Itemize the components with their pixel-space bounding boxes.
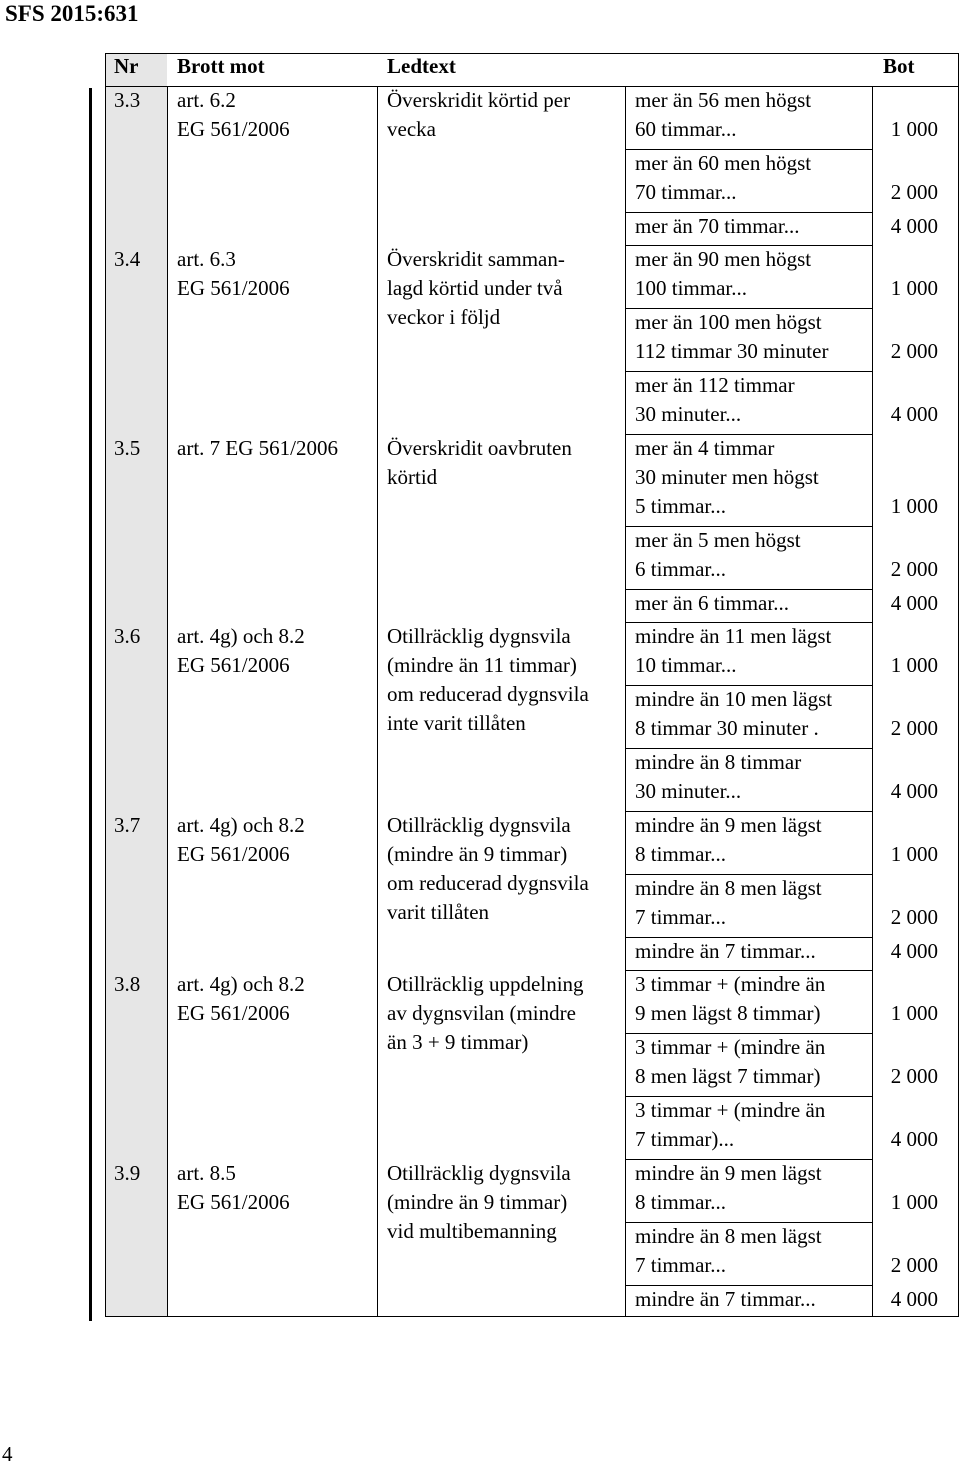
ledtext-line: Överskridit körtid per xyxy=(387,88,571,112)
level-text-line: 3 timmar + (mindre än xyxy=(635,1098,826,1122)
ledtext-line: om reducerad dygnsvila xyxy=(387,871,589,895)
level-text-line: 6 timmar... xyxy=(635,557,726,581)
header-ledtext: Ledtext xyxy=(387,54,456,78)
header-nr: Nr xyxy=(114,54,139,78)
table-border-bottom xyxy=(105,1316,959,1317)
level-text-line: 3 timmar + (mindre än xyxy=(635,1035,826,1059)
fine-amount: 4 000 xyxy=(890,214,938,238)
level-text-line: 8 timmar... xyxy=(635,1190,726,1214)
fine-amount: 2 000 xyxy=(890,339,938,363)
ledtext-line: (mindre än 11 timmar) xyxy=(387,653,577,677)
column-divider-brott xyxy=(377,86,378,1316)
level-text-line: mindre än 7 timmar... xyxy=(635,1287,816,1311)
level-text-line: mindre än 8 timmar xyxy=(635,750,802,774)
ledtext-line: om reducerad dygnsvila xyxy=(387,682,589,706)
ledtext-line: av dygnsvilan (mindre xyxy=(387,1001,576,1025)
ledtext-line: inte varit tillåten xyxy=(387,711,526,735)
ledtext-line: Otillräcklig dygnsvila xyxy=(387,813,571,837)
table-border-right xyxy=(958,53,959,1316)
level-text-line: 30 minuter men högst xyxy=(635,465,819,489)
page-number: 4 xyxy=(2,1442,13,1466)
level-text-line: mindre än 9 men lägst xyxy=(635,1161,822,1185)
row-number: 3.3 xyxy=(114,88,141,112)
ledtext-line: Otillräcklig uppdelning xyxy=(387,972,584,996)
level-text-line: mindre än 8 men lägst xyxy=(635,1224,822,1248)
level-text-line: mindre än 11 men lägst xyxy=(635,624,832,648)
column-divider-nr xyxy=(167,86,168,1316)
row-number: 3.4 xyxy=(114,247,141,271)
fine-amount: 1 000 xyxy=(890,842,938,866)
level-text-line: mindre än 9 men lägst xyxy=(635,813,822,837)
level-text-line: mer än 112 timmar xyxy=(635,373,795,397)
fine-amount: 4 000 xyxy=(890,1287,938,1311)
brott-mot-line: EG 561/2006 xyxy=(177,1001,290,1025)
level-text-line: 30 minuter... xyxy=(635,779,742,803)
ledtext-line: (mindre än 9 timmar) xyxy=(387,842,568,866)
level-text-line: 9 men lägst 8 timmar) xyxy=(635,1001,821,1025)
ledtext-line: vid multibemanning xyxy=(387,1219,557,1243)
fine-amount: 4 000 xyxy=(890,591,938,615)
column-divider-level xyxy=(872,86,873,1316)
brott-mot-line: EG 561/2006 xyxy=(177,1190,290,1214)
change-bar xyxy=(89,88,92,1321)
ledtext-line: vecka xyxy=(387,117,436,141)
ledtext-line: veckor i följd xyxy=(387,305,501,329)
ledtext-line: Otillräcklig dygnsvila xyxy=(387,1161,571,1185)
ledtext-line: körtid xyxy=(387,465,438,489)
row-number: 3.6 xyxy=(114,624,141,648)
brott-mot-line: art. 6.2 xyxy=(177,88,236,112)
brott-mot-line: art. 4g) och 8.2 xyxy=(177,813,305,837)
fine-amount: 1 000 xyxy=(890,117,938,141)
ledtext-line: lagd körtid under två xyxy=(387,276,563,300)
fine-amount: 2 000 xyxy=(890,1064,938,1088)
level-text-line: 100 timmar... xyxy=(635,276,747,300)
level-text-line: 5 timmar... xyxy=(635,494,726,518)
level-text-line: 10 timmar... xyxy=(635,653,737,677)
nr-column-shading xyxy=(105,53,167,1316)
brott-mot-line: art. 4g) och 8.2 xyxy=(177,624,305,648)
ledtext-line: än 3 + 9 timmar) xyxy=(387,1030,529,1054)
fine-amount: 1 000 xyxy=(890,653,938,677)
fine-amount: 2 000 xyxy=(890,180,938,204)
row-number: 3.5 xyxy=(114,436,141,460)
level-text-line: 7 timmar... xyxy=(635,905,726,929)
level-text-line: mer än 90 men högst xyxy=(635,247,812,271)
column-divider-ledtext xyxy=(625,86,626,1316)
fine-amount: 4 000 xyxy=(890,939,938,963)
level-text-line: mindre än 8 men lägst xyxy=(635,876,822,900)
fine-amount: 4 000 xyxy=(890,1127,938,1151)
fine-amount: 4 000 xyxy=(890,779,938,803)
level-text-line: mindre än 10 men lägst xyxy=(635,687,833,711)
table-border-left xyxy=(105,53,106,1316)
fine-amount: 2 000 xyxy=(890,905,938,929)
level-text-line: 7 timmar)... xyxy=(635,1127,735,1151)
brott-mot-line: art. 6.3 xyxy=(177,247,236,271)
header-brott-mot: Brott mot xyxy=(177,54,265,78)
level-text-line: 60 timmar... xyxy=(635,117,737,141)
fine-amount: 1 000 xyxy=(890,276,938,300)
ledtext-line: Överskridit samman- xyxy=(387,247,565,271)
fine-amount: 2 000 xyxy=(890,716,938,740)
level-text-line: mer än 70 timmar... xyxy=(635,214,800,238)
brott-mot-line: art. 8.5 xyxy=(177,1161,236,1185)
level-text-line: mer än 100 men högst xyxy=(635,310,822,334)
fine-amount: 1 000 xyxy=(890,494,938,518)
fine-amount: 2 000 xyxy=(890,557,938,581)
level-text-line: 112 timmar 30 minuter xyxy=(635,339,829,363)
fine-amount: 1 000 xyxy=(890,1190,938,1214)
level-text-line: 3 timmar + (mindre än xyxy=(635,972,826,996)
row-number: 3.8 xyxy=(114,972,141,996)
row-number: 3.7 xyxy=(114,813,141,837)
brott-mot-line: art. 7 EG 561/2006 xyxy=(177,436,338,460)
brott-mot-line: EG 561/2006 xyxy=(177,276,290,300)
brott-mot-line: art. 4g) och 8.2 xyxy=(177,972,305,996)
level-text-line: mer än 4 timmar xyxy=(635,436,775,460)
ledtext-line: varit tillåten xyxy=(387,900,490,924)
row-number: 3.9 xyxy=(114,1161,141,1185)
level-text-line: 8 timmar... xyxy=(635,842,726,866)
level-text-line: mer än 6 timmar... xyxy=(635,591,789,615)
fine-amount: 1 000 xyxy=(890,1001,938,1025)
ledtext-line: (mindre än 9 timmar) xyxy=(387,1190,568,1214)
ledtext-line: Överskridit oavbruten xyxy=(387,436,572,460)
level-text-line: 8 men lägst 7 timmar) xyxy=(635,1064,821,1088)
document-title: SFS 2015:631 xyxy=(5,1,139,26)
fine-amount: 2 000 xyxy=(890,1253,938,1277)
brott-mot-line: EG 561/2006 xyxy=(177,117,290,141)
ledtext-line: Otillräcklig dygnsvila xyxy=(387,624,571,648)
brott-mot-line: EG 561/2006 xyxy=(177,653,290,677)
level-text-line: mer än 60 men högst xyxy=(635,151,812,175)
level-text-line: mer än 5 men högst xyxy=(635,528,801,552)
brott-mot-line: EG 561/2006 xyxy=(177,842,290,866)
level-text-line: 70 timmar... xyxy=(635,180,737,204)
level-text-line: mer än 56 men högst xyxy=(635,88,812,112)
level-text-line: mindre än 7 timmar... xyxy=(635,939,816,963)
fine-amount: 4 000 xyxy=(890,402,938,426)
level-text-line: 7 timmar... xyxy=(635,1253,726,1277)
level-text-line: 8 timmar 30 minuter . xyxy=(635,716,819,740)
header-bot: Bot xyxy=(883,54,915,78)
level-text-line: 30 minuter... xyxy=(635,402,742,426)
